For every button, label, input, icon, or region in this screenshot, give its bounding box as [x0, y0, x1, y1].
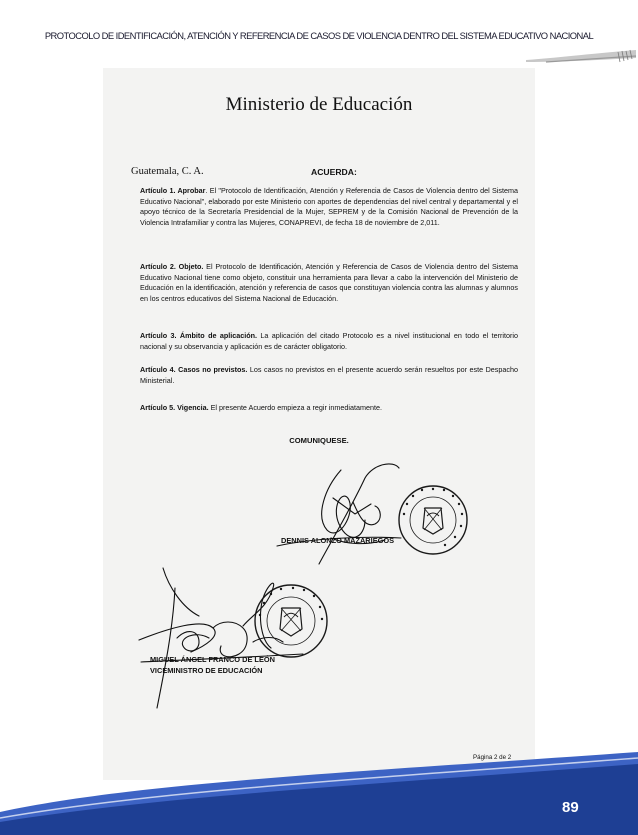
acuerda-heading: ACUERDA:	[311, 167, 357, 177]
city-line: Guatemala, C. A.	[131, 166, 204, 177]
article-text: El presente Acuerdo empieza a regir inmediatamente.	[208, 403, 382, 412]
page-number: 89	[562, 799, 579, 816]
article-text: El Protocolo de Identificación, Atención y Referencia de Casos de Violencia dentro del Sistema Educativo Nacional tiene como objeto, constituir una herramienta para llevar a cabo la intervención del Ministerio de Educación en la identificación, atención y referencia de casos que constituyan violencia contra las alumnas y alumnos en los centros educativos del Sistema Nacional de Educación.	[140, 262, 518, 303]
page-indicator: Página 2 de 2	[473, 754, 512, 761]
signatory-2-name: MIGUEL ÁNGEL FRANCO DE LEÓN	[150, 655, 275, 664]
article-label: Artículo 1. Aprobar	[140, 186, 206, 195]
signatory-1-name: DENNIS ALONZO MAZARIEGOS	[281, 536, 395, 545]
ministry-seal-1	[399, 486, 467, 554]
signature-2	[139, 568, 303, 708]
article-text: La aplicación del citado Protocolo es a nivel institucional en todo el territorio nacional y su observancia y aplicación es de carácter obligatorio.	[140, 331, 518, 351]
signature-1	[277, 464, 401, 564]
header-swoosh-decoration	[526, 48, 636, 70]
article-label: Artículo 5. Vigencia.	[140, 403, 209, 412]
article-label: Artículo 4. Casos no previstos.	[140, 365, 248, 374]
running-header: PROTOCOLO DE IDENTIFICACIÓN, ATENCIÓN Y REFERENCIA DE CASOS DE VIOLENCIA DENTRO DEL SISTEMA EDUCATIVO NACIONAL	[44, 30, 594, 41]
scanned-document	[103, 68, 535, 780]
article-label: Artículo 3. Ámbito de aplicación.	[140, 331, 257, 340]
signatory-2-title: VICEMINISTRO DE EDUCACIÓN	[150, 666, 263, 675]
viceministry-seal-2	[255, 585, 327, 657]
article-text: . El "Protocolo de Identificación, Atención y Referencia de Casos de Violencia dentro del Sistema Educativo Nacional", elaborado por este Ministerio con aportes de dependencias del nivel central y departamental y el apoyo técnico de la Secretaría Presidencial de la Mujer, SEPREM y de la Comisión Nacional de Prevención de la Violencia Intrafamiliar y contra las Mujeres, CONAPREVI, de fecha 18 de noviembre de 2,011.	[140, 186, 519, 227]
footer-wave	[0, 752, 638, 835]
ministry-title: Ministerio de Educación	[225, 94, 413, 115]
article-label: Artículo 2. Objeto.	[140, 262, 204, 271]
article-text: Los casos no previstos en el presente acuerdo serán resueltos por este Despacho Ministerial.	[140, 365, 518, 385]
signatures-and-seals	[103, 68, 535, 780]
closing-comuniquese: COMUNIQUESE.	[289, 436, 349, 445]
